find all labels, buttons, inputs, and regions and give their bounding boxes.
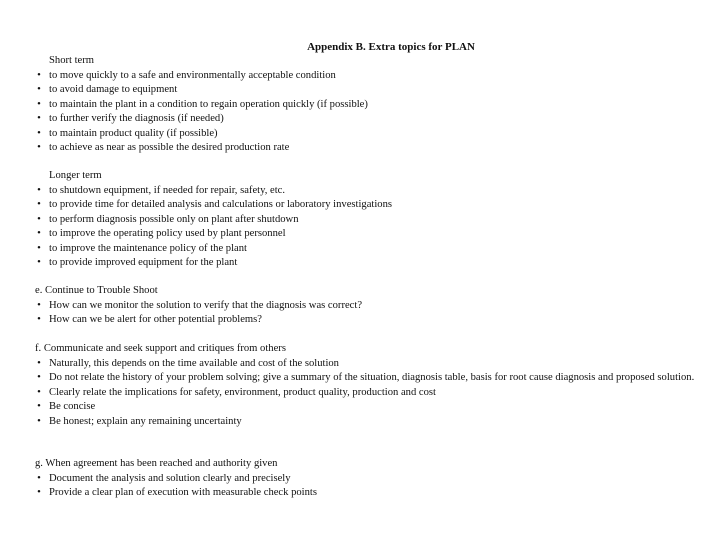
list-item <box>35 415 700 430</box>
list-item <box>35 313 700 328</box>
bullet-icon: • <box>37 386 41 398</box>
bullet-icon: • <box>37 299 41 311</box>
bullet-icon: • <box>37 142 41 153</box>
list-item-text: How can we be alert for other potential problems? <box>49 314 262 325</box>
list-item-text: How can we monitor the solution to verify that the diagnosis was correct? <box>49 299 363 311</box>
section-e-heading: e. Continue to Trouble Shoot <box>35 285 158 296</box>
list-item <box>35 472 700 487</box>
bullet-icon: • <box>37 199 41 210</box>
short-term-section <box>35 54 700 156</box>
list-item <box>35 127 700 142</box>
bullet-icon: • <box>37 213 41 225</box>
list-item-text: Do not relate the history of your problem solving; give a summary of the situation, diagnosis table, basis for root cause diagnosis and proposed solution. <box>49 372 695 383</box>
bullet-icon: • <box>37 98 41 110</box>
list-item <box>35 141 700 156</box>
section-f-heading: f. Communicate and seek support and critiques from others <box>35 343 286 354</box>
bullet-icon: • <box>37 357 41 369</box>
list-item <box>35 198 700 213</box>
list-item-text: to perform diagnosis possible only on plant after shutdown <box>49 213 299 225</box>
list-item-text: to provide improved equipment for the plant <box>49 257 238 268</box>
list-item-text: to maintain the plant in a condition to regain operation quickly (if possible) <box>49 98 368 110</box>
list-item-text: to achieve as near as possible the desired production rate <box>49 142 290 153</box>
short-term-heading: Short term <box>49 55 95 66</box>
list-item-text: Document the analysis and solution clearly and precisely <box>49 472 291 484</box>
list-item <box>35 227 700 242</box>
list-item <box>35 400 700 415</box>
list-item <box>35 184 700 199</box>
list-item <box>35 299 700 314</box>
section-g-heading: g. When agreement has been reached and authority given <box>35 458 278 469</box>
list-item <box>35 486 700 501</box>
section-g <box>35 457 700 501</box>
list-item-text: to move quickly to a safe and environmentally acceptable condition <box>49 69 336 81</box>
list-item <box>35 357 700 372</box>
list-item-text: Be honest; explain any remaining uncertainty <box>49 415 242 427</box>
bullet-icon: • <box>37 487 41 498</box>
list-item-text: to provide time for detailed analysis and calculations or laboratory investigations <box>49 199 393 210</box>
section-f <box>35 342 700 429</box>
bullet-icon: • <box>37 242 41 254</box>
list-item-text: to further verify the diagnosis (if needed) <box>49 113 224 124</box>
list-item <box>35 256 700 271</box>
list-item-text: to improve the maintenance policy of the plant <box>49 242 247 254</box>
list-item <box>35 213 700 228</box>
bullet-icon: • <box>37 113 41 124</box>
bullet-icon: • <box>37 84 41 95</box>
list-item <box>35 112 700 127</box>
bullet-icon: • <box>37 472 41 484</box>
bullet-icon: • <box>37 314 41 325</box>
list-item-text: to avoid damage to equipment <box>49 84 178 95</box>
bullet-icon: • <box>37 372 41 383</box>
bullet-icon: • <box>37 69 41 81</box>
list-item-text: to improve the operating policy used by plant personnel <box>49 228 286 239</box>
longer-term-section <box>35 169 700 271</box>
bullet-icon: • <box>37 127 41 139</box>
list-item-text: Be concise <box>49 401 96 412</box>
list-item <box>35 386 700 401</box>
list-item-text: Clearly relate the implications for safety, environment, product quality, production and cost <box>49 386 436 398</box>
list-item-text: to maintain product quality (if possible) <box>49 127 218 139</box>
list-item <box>35 98 700 113</box>
page-title: Appendix B. Extra topics for PLAN <box>307 41 475 53</box>
bullet-icon: • <box>37 257 41 268</box>
bullet-icon: • <box>37 415 41 427</box>
bullet-icon: • <box>37 228 41 239</box>
bullet-icon: • <box>37 184 41 196</box>
list-item <box>35 83 700 98</box>
section-e <box>35 284 700 328</box>
bullet-icon: • <box>37 401 41 412</box>
list-item <box>35 242 700 257</box>
list-item-text: to shutdown equipment, if needed for repair, safety, etc. <box>49 184 285 196</box>
list-item <box>35 371 700 386</box>
list-item-text: Naturally, this depends on the time available and cost of the solution <box>49 357 339 369</box>
list-item-text: Provide a clear plan of execution with measurable check points <box>49 487 317 498</box>
list-item <box>35 69 700 84</box>
longer-term-heading: Longer term <box>49 170 102 181</box>
